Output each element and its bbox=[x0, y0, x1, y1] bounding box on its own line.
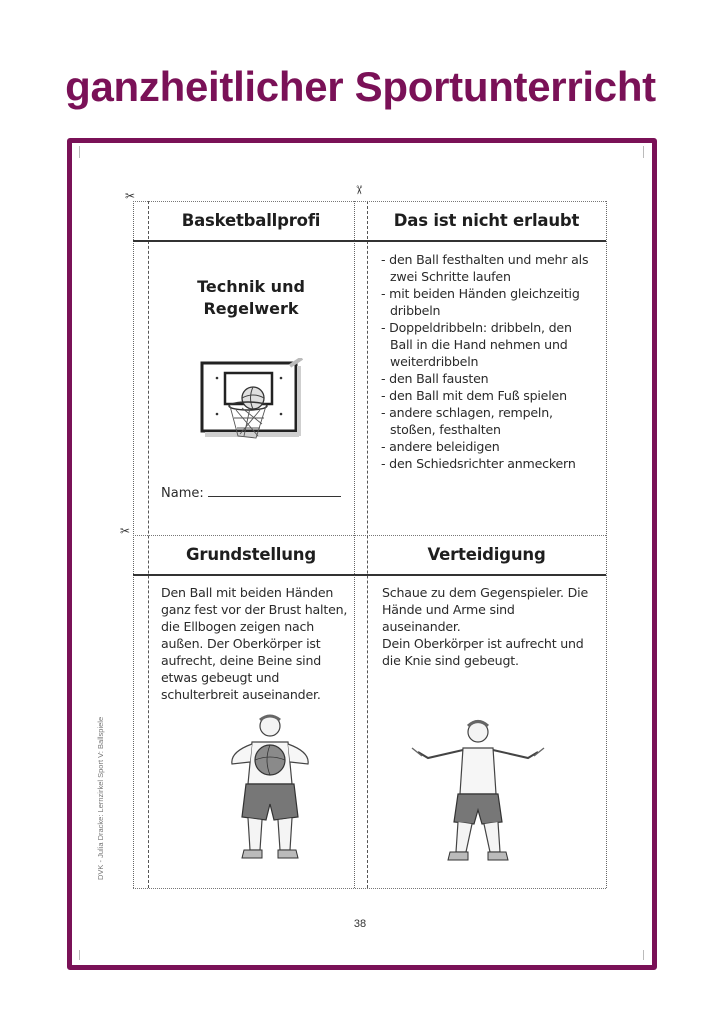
card-title: Basketballprofi bbox=[181, 211, 321, 230]
card-title: Grundstellung bbox=[186, 545, 316, 564]
crop-mark bbox=[643, 950, 644, 960]
list-item: - andere beleidigen bbox=[381, 439, 500, 454]
name-field[interactable] bbox=[161, 484, 341, 501]
list-item: - den Schiedsrichter anmeckern bbox=[381, 456, 576, 471]
crop-mark bbox=[643, 146, 644, 158]
scissors-icon: ✂ bbox=[120, 524, 131, 538]
card-subtitle bbox=[148, 276, 354, 320]
grid-line bbox=[133, 201, 134, 888]
name-label: Name: bbox=[161, 486, 204, 501]
name-underline[interactable] bbox=[208, 484, 341, 497]
list-item: - den Ball fausten bbox=[381, 371, 489, 386]
page-number: 38 bbox=[353, 918, 367, 930]
body-paragraph: Dein Oberkörper ist aufrecht und die Knie sind gebeugt. bbox=[382, 636, 584, 668]
grid-line bbox=[133, 535, 606, 536]
card-body-text bbox=[382, 584, 594, 669]
grid-line bbox=[133, 201, 606, 202]
player-defending-illustration bbox=[408, 718, 548, 864]
grid-line bbox=[354, 201, 355, 888]
page-title: ganzheitlicher Sportunterricht bbox=[65, 63, 656, 110]
copyright-credit: DVK - Julia Dracke: Lernzirkel Sport V: Ballspiele bbox=[96, 716, 105, 880]
card-header-divider bbox=[133, 574, 606, 576]
body-paragraph: Schaue zu dem Gegenspieler. Die Hände und Arme sind auseinander. bbox=[382, 585, 589, 634]
subtitle-line: Technik und bbox=[197, 277, 305, 296]
crop-mark bbox=[79, 146, 80, 158]
card-header-divider bbox=[133, 240, 606, 242]
grid-line bbox=[133, 888, 606, 889]
scissors-icon: ✂ bbox=[125, 189, 136, 203]
scissors-icon: ✂ bbox=[352, 184, 367, 196]
list-item: - Doppeldribbeln: dribbeln, den Ball in die Hand nehmen und weiterdribbeln bbox=[381, 320, 572, 369]
subtitle-line: Regelwerk bbox=[203, 299, 299, 318]
player-holding-ball-illustration bbox=[220, 712, 320, 862]
basketball-hoop-icon bbox=[198, 358, 308, 448]
card-title: Verteidigung bbox=[427, 545, 546, 564]
list-item: - den Ball festhalten und mehr als zwei Schritte laufen bbox=[381, 252, 589, 284]
card-title: Das ist nicht erlaubt bbox=[393, 211, 580, 230]
card-body-text: Den Ball mit beiden Händen ganz fest vor der Brust halten, die Ellbogen zeigen nach außen. Der Oberkörper ist aufrecht, deine Beine sind etwas gebeugt und schulterbreit auseinander. bbox=[161, 585, 348, 702]
list-item: - den Ball mit dem Fuß spielen bbox=[381, 388, 567, 403]
rules-list bbox=[381, 251, 593, 472]
list-item: - mit beiden Händen gleichzeitig dribbeln bbox=[381, 286, 580, 318]
grid-line bbox=[606, 201, 607, 888]
list-item: - andere schlagen, rempeln, stoßen, festhalten bbox=[381, 405, 553, 437]
crop-mark bbox=[79, 950, 80, 960]
